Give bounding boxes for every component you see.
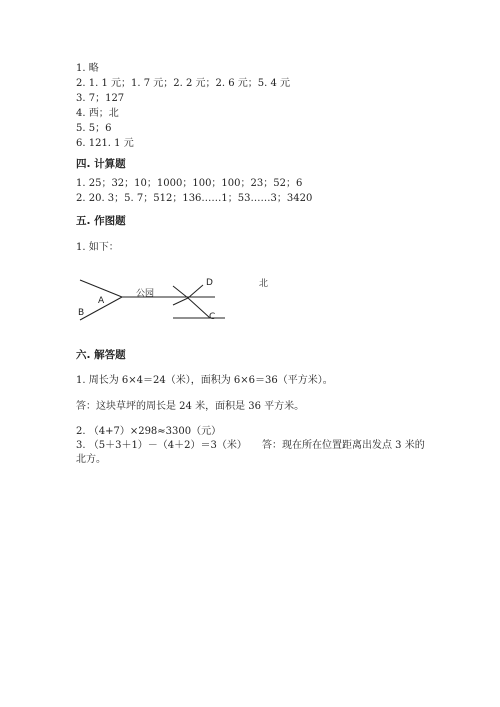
answer-1-6: 6. 121. 1 元 bbox=[76, 138, 134, 149]
word-problem-3-answer: 答：现在所在位置距离出发点 3 米的 bbox=[262, 440, 425, 451]
word-problem-2: 2. （4+7）×298≈3300（元） bbox=[76, 426, 222, 437]
label-c: C bbox=[209, 312, 216, 322]
ray-line-c bbox=[188, 298, 210, 318]
calc-answer-2: 2. 20. 3；5. 7；512；136……1；53……3；3420 bbox=[76, 193, 313, 204]
label-b: B bbox=[78, 308, 85, 318]
branch-line-lower bbox=[173, 298, 188, 305]
word-problem-3-answer-cont: 北方。 bbox=[76, 454, 106, 465]
ray-line-d bbox=[188, 285, 203, 298]
word-problem-1-answer: 答：这块草坪的周长是 24 米，面积是 36 平方米。 bbox=[76, 401, 305, 412]
answer-1-3: 3. 7；127 bbox=[76, 93, 125, 104]
label-park: 公园 bbox=[136, 289, 155, 299]
answer-1-5: 5. 5；6 bbox=[76, 123, 112, 134]
branch-line-upper bbox=[173, 286, 188, 298]
answer-1-1: 1. 略 bbox=[76, 63, 99, 74]
calc-answer-1: 1. 25；32；10；1000；100；100；23；52；6 bbox=[76, 178, 303, 189]
word-problem-1: 1. 周长为 6×4＝24（米），面积为 6×6＝36（平方米）。 bbox=[76, 375, 333, 386]
word-problem-3: 3. （5＋3＋1）－（4＋2）＝3（米） bbox=[76, 440, 247, 451]
label-d: D bbox=[206, 278, 213, 288]
label-a: A bbox=[98, 296, 105, 306]
ray-line-a bbox=[80, 280, 122, 297]
label-north: 北 bbox=[259, 279, 269, 289]
answer-1-2: 2. 1. 1 元；1. 7 元；2. 2 元；2. 6 元；5. 4 元 bbox=[76, 78, 291, 89]
answer-1-4: 4. 西；北 bbox=[76, 108, 119, 119]
map-diagram bbox=[70, 265, 250, 335]
section-5-heading: 五. 作图题 bbox=[76, 215, 126, 227]
drawing-intro: 1. 如下： bbox=[76, 242, 119, 253]
section-6-heading: 六. 解答题 bbox=[76, 349, 126, 361]
section-4-heading: 四. 计算题 bbox=[76, 158, 126, 170]
